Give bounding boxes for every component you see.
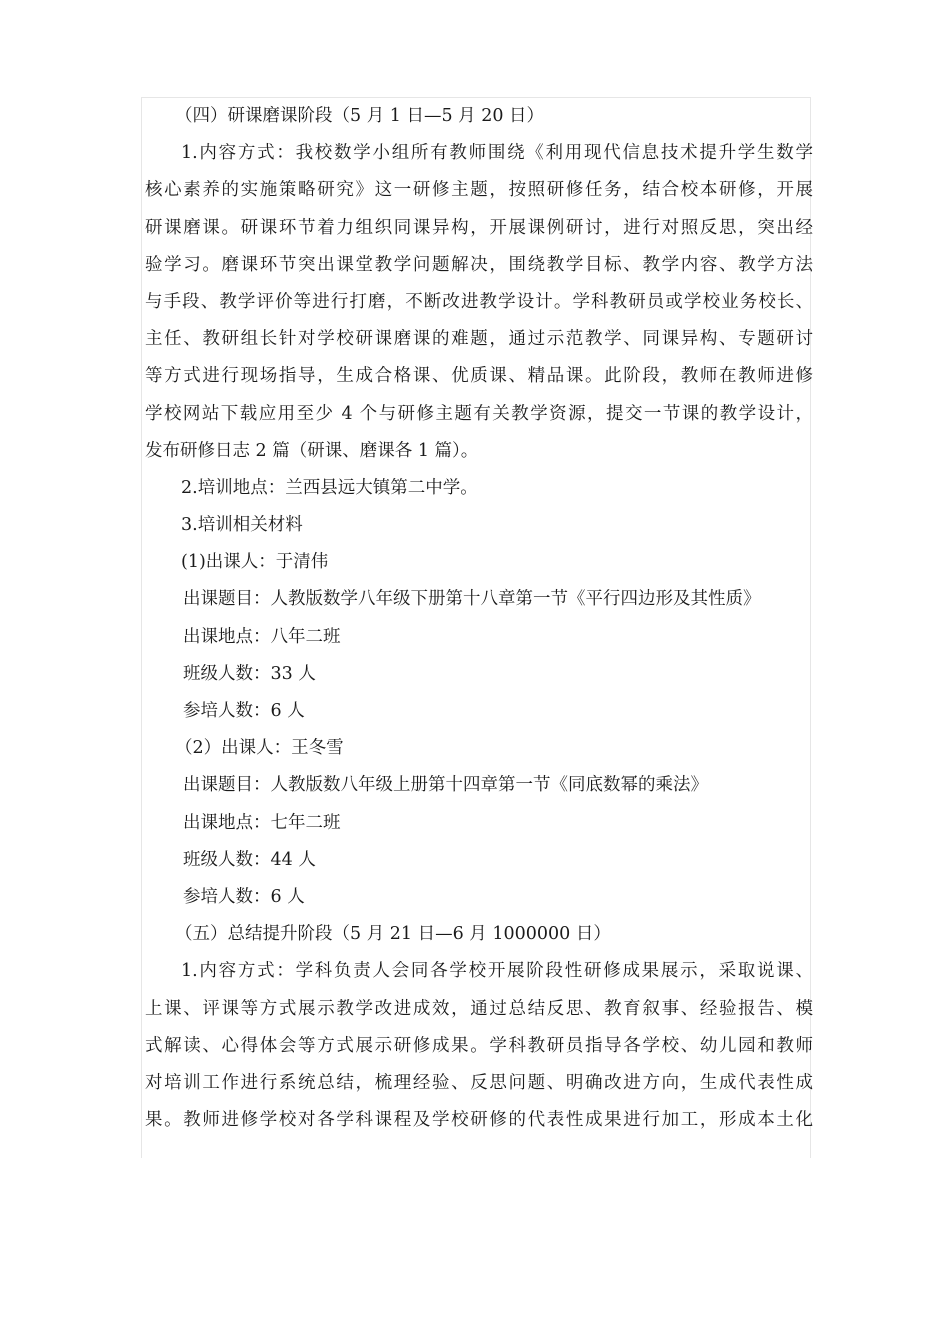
section-4-para-line: 研课磨课。研课环节着力组织同课异构，开展课例研讨，进行对照反思，突出经 [145,217,813,238]
lesson-1-place: 出课地点：八年二班 [183,626,341,647]
section-4-para-line: 主任、教研组长针对学校研课磨课的难题，通过示范教学、同课异构、专题研讨 [145,329,813,350]
lesson-2-class-size: 班级人数：44 人 [183,849,316,870]
document-body [145,98,813,1139]
section-5-heading: （五）总结提升阶段（5 月 21 日—6 月 1000000 日） [175,924,611,945]
materials-title: 3.培训相关材料 [181,515,303,536]
section-4-para-line: 发布研修日志 2 篇（研课、磨课各 1 篇）。 [145,440,479,461]
lesson-2-topic: 出课题目：人教版数八年级上册第十四章第一节《同底数幂的乘法》 [183,775,708,796]
lesson-2-presenter: （2）出课人：王冬雪 [175,738,344,759]
section-4-para-line: 与手段、教学评价等进行打磨，不断改进教学设计。学科教研员或学校业务校长、 [145,291,813,312]
section-4-para-line: 验学习。磨课环节突出课堂教学问题解决，围绕教学目标、教学内容、教学方法 [145,254,813,275]
section-5-para-line: 对培训工作进行系统总结，梳理经验、反思问题、明确改进方向，生成代表性成 [145,1072,813,1093]
section-4-para-line: 学校网站下载应用至少 4 个与研修主题有关教学资源，提交一节课的教学设计， [145,403,813,424]
section-4-para-line: 核心素养的实施策略研究》这一研修主题，按照研修任务，结合校本研修，开展 [145,180,813,201]
lesson-1-topic: 出课题目：人教版数学八年级下册第十八章第一节《平行四边形及其性质》 [183,589,761,610]
lesson-1-trainees: 参培人数：6 人 [183,701,305,721]
training-location: 2.培训地点：兰西县远大镇第二中学。 [181,477,478,498]
lesson-1-class-size: 班级人数：33 人 [183,663,316,684]
section-5-para-line: 上课、评课等方式展示教学改进成效，通过总结反思、教育叙事、经验报告、模 [145,998,813,1019]
section-5-para-line: 果。教师进修学校对各学科课程及学校研修的代表性成果进行加工，形成本土化 [145,1110,813,1131]
lesson-1-presenter: (1)出课人：于清伟 [181,552,329,573]
section-5-para-line: 式解读、心得体会等方式展示研修成果。学科教研员指导各学校、幼儿园和教师 [145,1035,813,1056]
section-4-para-line: 1.内容方式：我校数学小组所有教师围绕《利用现代信息技术提升学生数学 [181,143,813,164]
lesson-2-place: 出课地点：七年二班 [183,812,341,833]
lesson-2-trainees: 参培人数：6 人 [183,886,305,907]
section-4-para-line: 等方式进行现场指导，生成合格课、优质课、精品课。此阶段，教师在教师进修 [145,366,813,387]
section-4-heading: （四）研课磨课阶段（5 月 1 日—5 月 20 日） [175,106,545,126]
section-5-para-line: 1.内容方式：学科负责人会同各学校开展阶段性研修成果展示，采取说课、 [181,961,813,982]
